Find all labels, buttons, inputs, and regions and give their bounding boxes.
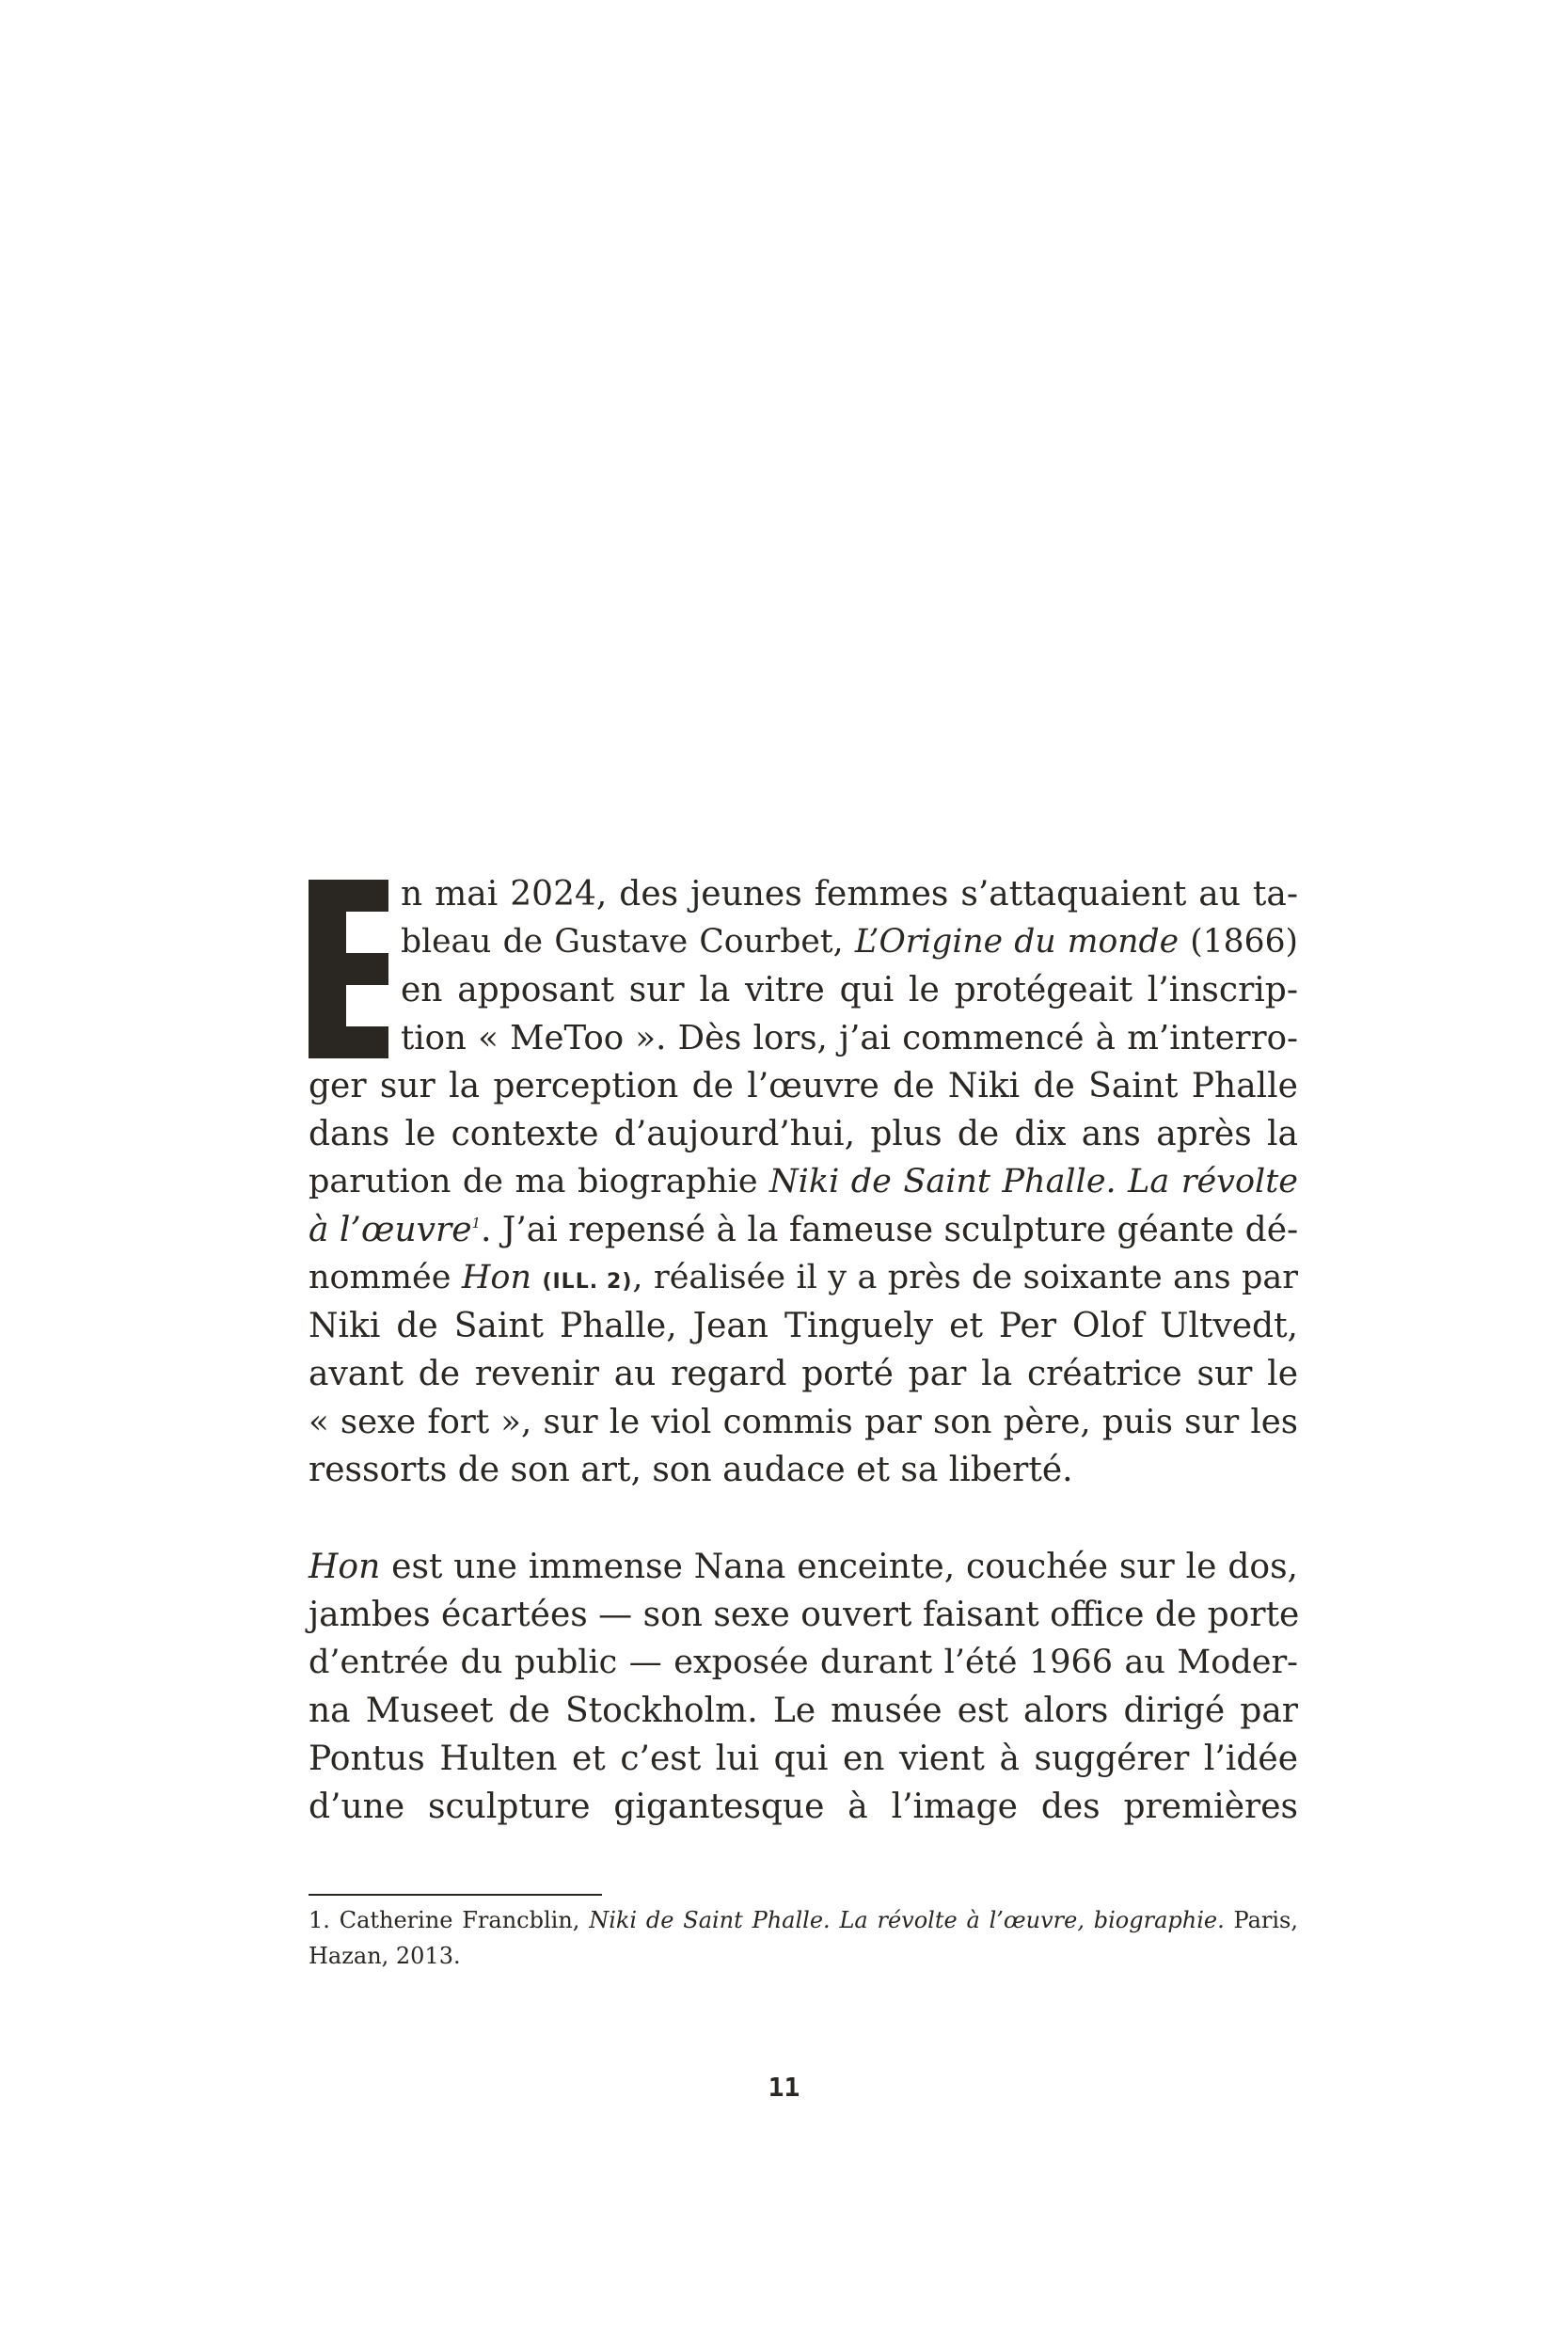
artwork-title: Hon xyxy=(309,1548,381,1586)
book-title: Niki de Saint Phalle. La révolte xyxy=(769,1163,1298,1200)
text-line: tion « MeToo ». Dès lors, j’ai commencé à m’interro- xyxy=(401,1019,1298,1057)
footnote-line: Hazan, 2013. xyxy=(309,1943,461,1969)
text-line: d’une sculpture gigantesque à l’image des premières xyxy=(309,1788,1298,1826)
footnote-reference[interactable]: 1 xyxy=(471,1215,482,1232)
text-line: Pontus Hulten et c’est lui qui en vient à suggérer l’idée xyxy=(309,1740,1298,1778)
illustration-reference[interactable]: (ILL. 2) xyxy=(542,1270,633,1294)
text-line: n mai 2024, des jeunes femmes s’attaquaient au ta- xyxy=(401,875,1298,914)
book-title: à l’œuvre xyxy=(309,1211,472,1249)
paragraph-1 xyxy=(309,870,1298,1494)
text-line: d’entrée du public — exposée durant l’été 1966 au Moder- xyxy=(309,1644,1298,1681)
text-line: Niki de Saint Phalle, Jean Tinguely et Per Olof Ultvedt, xyxy=(309,1307,1298,1345)
text-line: à l’œuvre$^1$. J’ai repensé à la fameuse sculpture géante dé- xyxy=(309,1211,1299,1249)
footnote-divider xyxy=(309,1894,602,1896)
text-line: en apposant sur la vitre qui le protégeait l’inscrip- xyxy=(401,971,1298,1009)
text-line: dans le contexte d’aujourd’hui, plus de dix ans après la xyxy=(309,1115,1298,1153)
body-text xyxy=(309,870,1298,1831)
footnote-title: Niki de Saint Phalle. La révolte à l’œuvre, biographie. xyxy=(589,1907,1225,1933)
footnote-number: 1. xyxy=(309,1907,330,1933)
text-line: bleau de Gustave Courbet, L’Origine du monde (1866) xyxy=(401,923,1298,961)
footnote-line: 1. Catherine Francblin, Niki de Saint Phalle. La révolte à l’œuvre, biographie. Paris, xyxy=(309,1907,1298,1933)
footnote xyxy=(309,1902,1298,1974)
text-line: avant de revenir au regard porté par la créatrice sur le xyxy=(309,1355,1298,1393)
artwork-title: L’Origine du monde xyxy=(854,923,1180,961)
text-line: parution de ma biographie Niki de Saint Phalle. La révolte xyxy=(309,1163,1298,1200)
paragraph-2 xyxy=(309,1543,1298,1831)
text-line: na Museet de Stockholm. Le musée est alors dirigé par xyxy=(309,1692,1298,1730)
text-line: ressorts de son art, son audace et sa liberté. xyxy=(309,1451,1073,1489)
text-line: ger sur la perception de l’œuvre de Niki de Saint Phalle xyxy=(309,1067,1298,1105)
text-line: « sexe fort », sur le viol commis par son père, puis sur les xyxy=(309,1403,1298,1441)
text-line: nommée Hon (ILL. 2), réalisée il y a près de soixante ans par xyxy=(309,1259,1298,1296)
page-number: 11 xyxy=(768,2072,800,2103)
text-line: Hon est une immense Nana enceinte, couchée sur le dos, xyxy=(309,1548,1298,1586)
drop-cap xyxy=(309,880,388,1058)
artwork-title: Hon xyxy=(461,1259,531,1296)
text-line: jambes écartées — son sexe ouvert faisant office de porte xyxy=(309,1596,1300,1634)
